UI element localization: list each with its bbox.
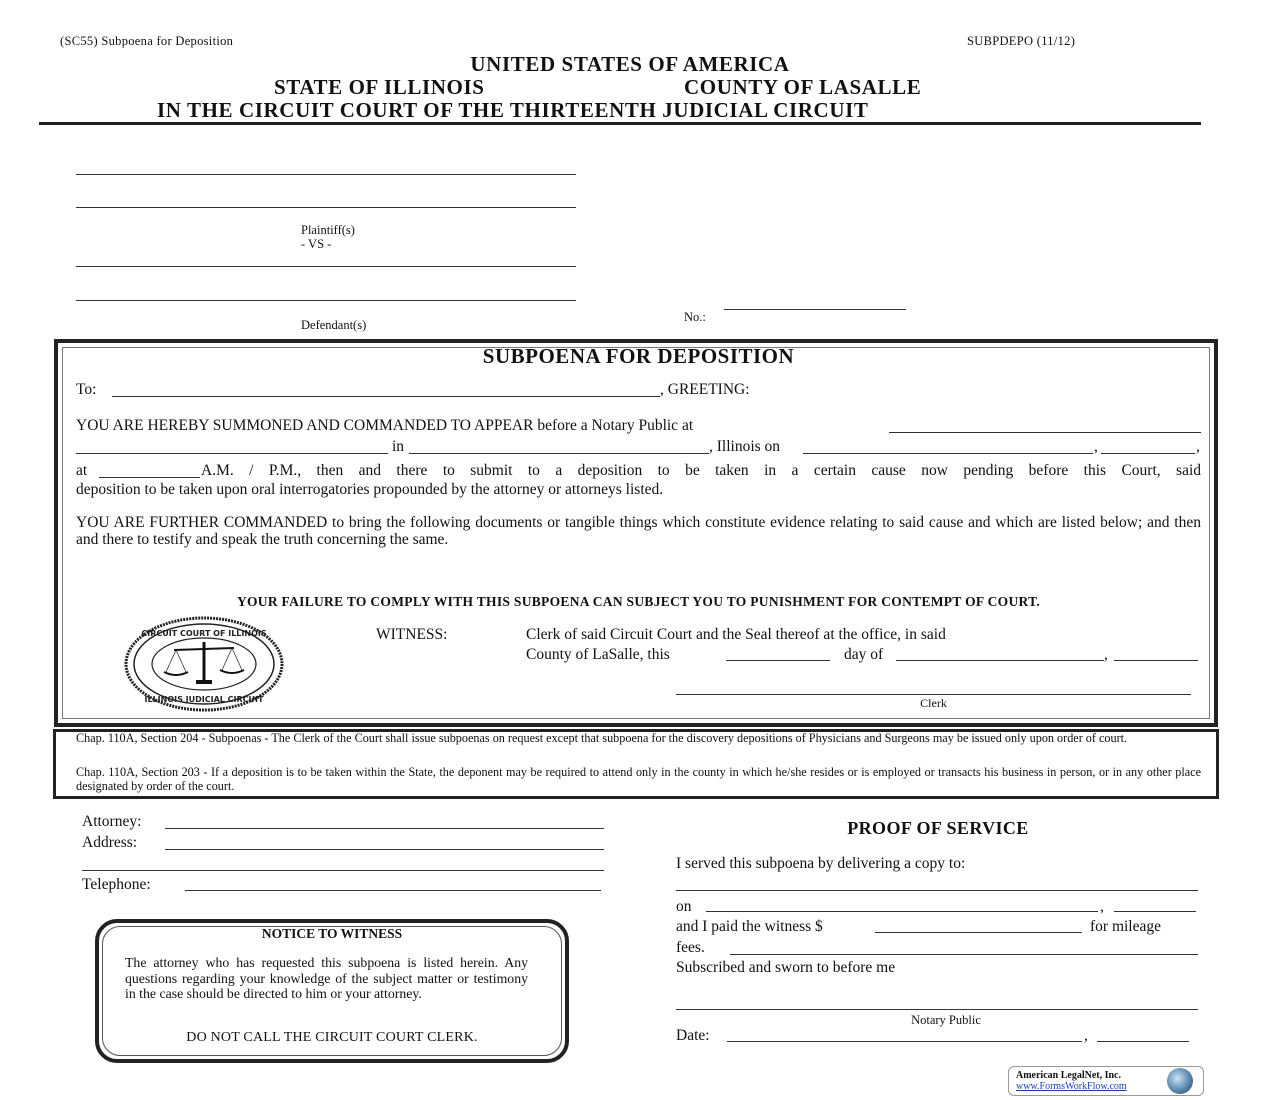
company-name: American LegalNet, Inc. <box>1016 1070 1121 1081</box>
witness-year-line[interactable] <box>1114 660 1198 661</box>
notary-signature-line[interactable] <box>676 1009 1198 1010</box>
comma-2: , <box>1196 438 1200 455</box>
attorney-line[interactable] <box>165 828 604 829</box>
comma-1: , <box>1094 438 1098 455</box>
subpoena-title <box>0 344 1275 369</box>
witness-label: WITNESS: <box>376 626 448 643</box>
proof-date-year-line[interactable] <box>1097 1041 1189 1042</box>
case-no-label: No.: <box>684 310 706 324</box>
witness-line-2a: County of LaSalle, this <box>526 646 670 663</box>
vs-label: - VS - <box>301 237 332 251</box>
proof-date-year-input[interactable] <box>1097 1041 1189 1057</box>
proof-title: PROOF OF SERVICE <box>847 818 1029 838</box>
comma-4: , <box>1100 898 1104 915</box>
address-2-input[interactable] <box>82 870 604 886</box>
summon-text: YOU ARE HEREBY SUMMONED AND COMMANDED TO APPEAR before a Notary Public at <box>76 417 694 434</box>
to-line[interactable] <box>112 396 660 397</box>
address-line-2[interactable] <box>82 870 604 871</box>
witness-day-input[interactable] <box>726 660 830 676</box>
court-seal-icon <box>124 616 284 712</box>
notary-at-input[interactable] <box>889 432 1201 448</box>
defendant-line-2[interactable] <box>76 300 576 301</box>
comma-5: , <box>1084 1027 1088 1044</box>
plaintiff-line-1[interactable] <box>76 174 576 175</box>
svg-text:CIRCUIT COURT OF ILLINOIS: CIRCUIT COURT OF ILLINOIS <box>141 629 267 638</box>
witness-line-2b: day of <box>844 646 884 663</box>
company-link[interactable]: www.FormsWorkFlow.com <box>1016 1081 1127 1092</box>
header-county: COUNTY OF LASALLE <box>684 75 922 99</box>
witness-line-1: Clerk of said Circuit Court and the Seal thereof at the office, in said <box>526 626 946 643</box>
fees-label: fees. <box>676 939 705 956</box>
ampm-text: A.M. / P.M., then and there to submit to a deposition to be taken in a certain cause now pending before this Court, said <box>201 462 1201 479</box>
notary-at-line[interactable] <box>889 432 1201 433</box>
notary-label: Notary Public <box>911 1013 981 1027</box>
address-1-input[interactable] <box>165 849 604 865</box>
witness-day-line[interactable] <box>726 660 830 661</box>
witness-month-line[interactable] <box>896 660 1104 661</box>
plaintiff-label: Plaintiff(s) <box>301 223 355 237</box>
globe-icon <box>1167 1068 1193 1094</box>
case-no-line[interactable] <box>724 309 906 310</box>
notice-warning: DO NOT CALL THE CIRCUIT COURT CLERK. <box>186 1030 478 1045</box>
sworn-text: Subscribed and sworn to before me <box>676 959 896 976</box>
law-sec204: Chap. 110A, Section 204 - Subpoenas - The Clerk of the Court shall issue subpoenas on request except that subpoena for the discovery depositions of Physicians and Surgeons may be issued only upon order of court. <box>76 731 1128 745</box>
telephone-label: Telephone: <box>82 876 151 893</box>
legalnet-badge[interactable] <box>1008 1066 1204 1096</box>
defendant-line-1[interactable] <box>76 266 576 267</box>
date-label: Date: <box>676 1027 710 1044</box>
attorney-input[interactable] <box>165 828 604 844</box>
amount-input[interactable] <box>875 932 1082 948</box>
defendant-1-input[interactable] <box>76 266 576 282</box>
city-line[interactable] <box>409 453 709 454</box>
on-label: on <box>676 898 692 915</box>
header-rule <box>39 122 1201 125</box>
proof-date-line[interactable] <box>727 1041 1082 1042</box>
clerk-signature-line[interactable] <box>676 694 1191 695</box>
notice-title: NOTICE TO WITNESS <box>261 926 403 941</box>
plaintiff-1-input[interactable] <box>76 174 576 190</box>
contempt-warning <box>0 594 1275 610</box>
telephone-line[interactable] <box>185 890 601 891</box>
time-line[interactable] <box>99 477 200 478</box>
address-line-1[interactable] <box>165 849 604 850</box>
recipient-input[interactable] <box>676 890 1198 906</box>
at-label: at <box>76 462 88 479</box>
witness-month-input[interactable] <box>896 660 1104 676</box>
mileage-text: for mileage <box>1090 918 1162 935</box>
clerk-label: Clerk <box>920 696 947 710</box>
attorney-label: Attorney: <box>82 813 142 830</box>
defendant-2-input[interactable] <box>76 300 576 316</box>
law-sec203: Chap. 110A, Section 203 - If a deposition is to be taken within the State, the deponent may be required to attend only in the county in which he/she resides or is employed or transacts his business in person, or in any other place designated by order of the court. <box>76 765 1201 793</box>
year-line[interactable] <box>1101 453 1195 454</box>
to-label: To: <box>76 381 97 398</box>
recipient-line[interactable] <box>676 890 1198 891</box>
oral-text: deposition to be taken upon oral interrogatories propounded by the attorney or attorneys listed. <box>76 481 664 498</box>
fees-line[interactable] <box>730 954 1198 955</box>
witness-year-input[interactable] <box>1114 660 1198 676</box>
illinois-on-label: , Illinois on <box>709 438 781 455</box>
in-label: in <box>392 438 405 455</box>
header-country <box>0 52 1275 77</box>
header-state: STATE OF ILLINOIS <box>274 75 485 99</box>
defendant-label: Defendant(s) <box>301 318 367 332</box>
telephone-input[interactable] <box>185 890 601 906</box>
paid-text: and I paid the witness $ <box>676 918 823 935</box>
contempt-warning-text: YOUR FAILURE TO COMPLY WITH THIS SUBPOENA CAN SUBJECT YOU TO PUNISHMENT FOR CONTEMPT OF COURT. <box>236 594 1041 609</box>
plaintiff-line-2[interactable] <box>76 207 576 208</box>
proof-date-input[interactable] <box>727 1041 1082 1057</box>
on-date-line[interactable] <box>706 911 1098 912</box>
comma-3: , <box>1104 646 1108 663</box>
served-text: I served this subpoena by delivering a copy to: <box>676 855 966 872</box>
case-no-input[interactable] <box>724 309 906 325</box>
header-country-text: UNITED STATES OF AMERICA <box>470 52 790 76</box>
amount-line[interactable] <box>875 932 1082 933</box>
subpoena-title-text: SUBPOENA FOR DEPOSITION <box>482 344 795 368</box>
header-court: IN THE CIRCUIT COURT OF THE THIRTEENTH JUDICIAL CIRCUIT <box>157 98 869 122</box>
plaintiff-2-input[interactable] <box>76 207 576 223</box>
greeting-text: , GREETING: <box>660 381 750 398</box>
to-input[interactable] <box>112 396 660 412</box>
form-id: SUBPDEPO (11/12) <box>967 34 1076 48</box>
date-line[interactable] <box>803 453 1093 454</box>
svg-text:ILLINOIS JUDICIAL CIRCUIT: ILLINOIS JUDICIAL CIRCUIT <box>144 695 264 704</box>
on-year-line[interactable] <box>1114 911 1196 912</box>
further-text: YOU ARE FURTHER COMMANDED to bring the following documents or tangible things which constitute evidence relating to said cause and which are listed below; and then and there to testify and speak the truth concerning the same. <box>76 514 1201 548</box>
address-label: Address: <box>82 834 138 851</box>
form-code: (SC55) Subpoena for Deposition <box>60 34 234 48</box>
notice-body: The attorney who has requested this subpoena is listed herein. Any questions regarding your knowledge of the subject matter or testimony in the case should be directed to him or your attorney. <box>125 955 528 1001</box>
place-line[interactable] <box>76 453 388 454</box>
